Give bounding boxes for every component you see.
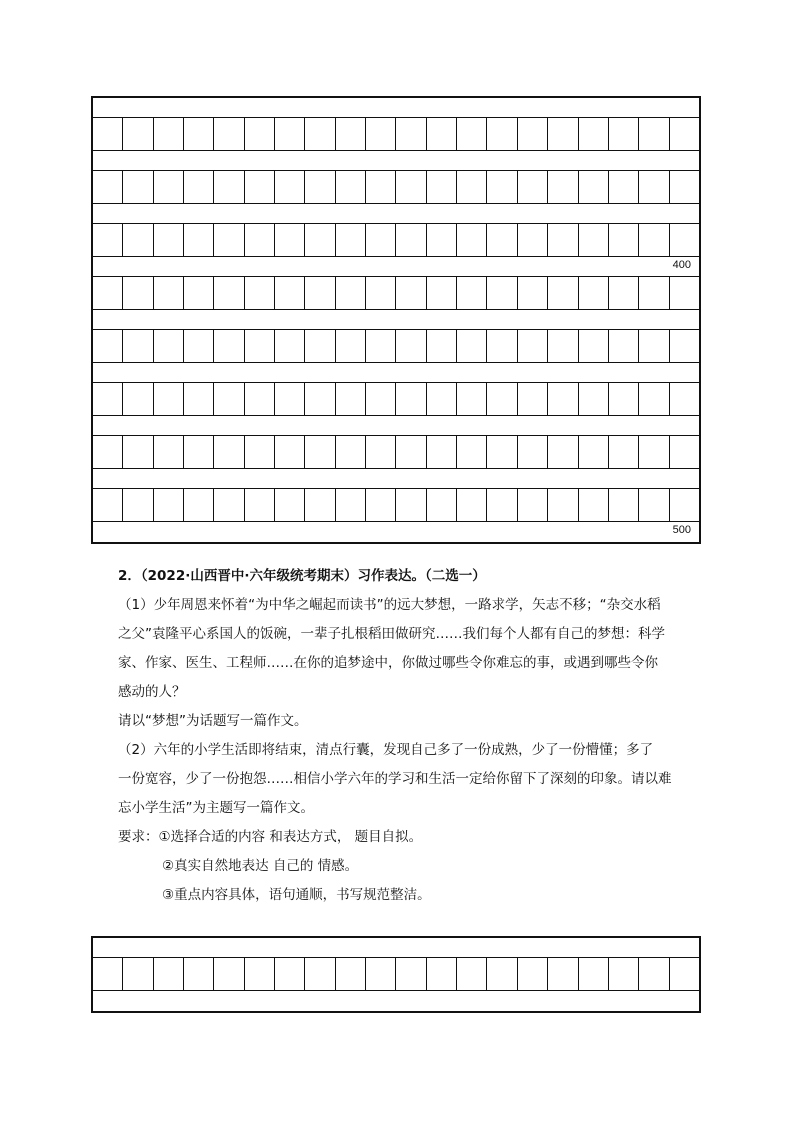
grid-cell[interactable] <box>305 118 335 150</box>
requirement-line <box>118 823 718 852</box>
grid-cell[interactable] <box>366 118 396 150</box>
grid-cell[interactable] <box>457 436 487 468</box>
grid-cell[interactable] <box>93 118 123 150</box>
grid-cell[interactable] <box>427 171 457 203</box>
grid-cell[interactable] <box>184 330 214 362</box>
row-gap <box>93 310 699 330</box>
requirement-item: ①选择合适的内容 和表达方式， 题目自拟。 <box>158 829 423 845</box>
grid-cell[interactable] <box>396 330 426 362</box>
grid-cell[interactable] <box>487 383 517 415</box>
grid-cell[interactable] <box>366 330 396 362</box>
grid-cell[interactable] <box>336 277 366 309</box>
grid-row <box>93 958 699 991</box>
grid-cell[interactable] <box>609 118 639 150</box>
grid-cell[interactable] <box>639 118 669 150</box>
grid-cell[interactable] <box>518 118 548 150</box>
grid-cell[interactable] <box>366 224 396 256</box>
grid-cell[interactable] <box>245 277 275 309</box>
grid-cell[interactable] <box>214 958 244 990</box>
grid-cell[interactable] <box>487 330 517 362</box>
grid-cell[interactable] <box>487 171 517 203</box>
grid-cell[interactable] <box>336 958 366 990</box>
grid-cell[interactable] <box>609 330 639 362</box>
grid-cell[interactable] <box>214 383 244 415</box>
grid-cell[interactable] <box>154 489 184 521</box>
grid-cell[interactable] <box>639 330 669 362</box>
grid-cell[interactable] <box>214 436 244 468</box>
grid-cell[interactable] <box>457 277 487 309</box>
grid-cell[interactable] <box>184 277 214 309</box>
grid-row <box>93 436 699 469</box>
grid-cell[interactable] <box>457 383 487 415</box>
grid-cell[interactable] <box>396 436 426 468</box>
grid-cell[interactable] <box>184 436 214 468</box>
grid-cell[interactable] <box>609 224 639 256</box>
grid-cell[interactable] <box>245 330 275 362</box>
grid-cell[interactable] <box>275 277 305 309</box>
grid-cell[interactable] <box>214 489 244 521</box>
grid-cell[interactable] <box>214 330 244 362</box>
grid-cell[interactable] <box>518 383 548 415</box>
grid-row <box>93 171 699 204</box>
grid-cell[interactable] <box>518 436 548 468</box>
grid-cell[interactable] <box>305 383 335 415</box>
grid-cell[interactable] <box>396 118 426 150</box>
grid-cell[interactable] <box>245 489 275 521</box>
grid-cell[interactable] <box>305 489 335 521</box>
grid-cell[interactable] <box>518 330 548 362</box>
grid-cell[interactable] <box>275 436 305 468</box>
grid-cell[interactable] <box>305 171 335 203</box>
grid-cell[interactable] <box>366 436 396 468</box>
grid-cell[interactable] <box>457 171 487 203</box>
grid-cell[interactable] <box>457 330 487 362</box>
grid-cell[interactable] <box>305 224 335 256</box>
grid-cell[interactable] <box>245 224 275 256</box>
grid-cell[interactable] <box>427 118 457 150</box>
grid-cell[interactable] <box>275 171 305 203</box>
grid-cell[interactable] <box>609 436 639 468</box>
grid-cell[interactable] <box>123 171 153 203</box>
grid-cell[interactable] <box>93 436 123 468</box>
grid-cell[interactable] <box>548 277 578 309</box>
row-gap <box>93 469 699 489</box>
grid-cell[interactable] <box>427 489 457 521</box>
grid-cell[interactable] <box>245 436 275 468</box>
grid-cell[interactable] <box>548 383 578 415</box>
question-line: 家、作家、医生、工程师……在你的追梦途中，你做过哪些令你难忘的事，或遇到哪些令你 <box>118 655 658 671</box>
question-line: 请以“梦想”为话题写一篇作文。 <box>118 713 308 729</box>
grid-cell[interactable] <box>639 171 669 203</box>
grid-cell[interactable] <box>487 958 517 990</box>
grid-cell[interactable] <box>579 383 609 415</box>
grid-cell[interactable] <box>154 436 184 468</box>
grid-cell[interactable] <box>154 330 184 362</box>
grid-cell[interactable] <box>396 224 426 256</box>
grid-cell[interactable] <box>275 118 305 150</box>
grid-cell[interactable] <box>305 330 335 362</box>
grid-cell[interactable] <box>123 224 153 256</box>
grid-cell[interactable] <box>275 383 305 415</box>
grid-cell[interactable] <box>275 330 305 362</box>
grid-cell[interactable] <box>336 489 366 521</box>
grid-cell[interactable] <box>609 383 639 415</box>
grid-cell[interactable] <box>548 224 578 256</box>
grid-cell[interactable] <box>336 330 366 362</box>
grid-cell[interactable] <box>93 489 123 521</box>
grid-row <box>93 330 699 363</box>
grid-cell[interactable] <box>548 118 578 150</box>
grid-cell[interactable] <box>336 171 366 203</box>
grid-cell[interactable] <box>305 958 335 990</box>
row-gap <box>93 416 699 436</box>
writing-grid-top <box>91 96 701 544</box>
question-line: 之父”袁隆平心系国人的饭碗，一辈子扎根稻田做研究……我们每个人都有自己的梦想：科学 <box>118 626 665 642</box>
grid-cell[interactable] <box>305 277 335 309</box>
grid-cell[interactable] <box>93 383 123 415</box>
grid-cell[interactable] <box>154 383 184 415</box>
grid-cell[interactable] <box>427 958 457 990</box>
grid-cell[interactable] <box>396 277 426 309</box>
word-count-marker: 500 <box>672 524 691 536</box>
grid-row <box>93 118 699 151</box>
grid-cell[interactable] <box>245 958 275 990</box>
grid-cell[interactable] <box>396 958 426 990</box>
grid-cell[interactable] <box>518 277 548 309</box>
grid-cell[interactable] <box>93 171 123 203</box>
row-gap <box>93 151 699 171</box>
grid-cell[interactable] <box>123 118 153 150</box>
grid-cell[interactable] <box>396 171 426 203</box>
grid-row <box>93 383 699 416</box>
grid-cell[interactable] <box>396 383 426 415</box>
grid-cell[interactable] <box>123 489 153 521</box>
grid-cell[interactable] <box>184 383 214 415</box>
grid-cell[interactable] <box>123 383 153 415</box>
requirement-item: ③重点内容具体，语句通顺，书写规范整洁。 <box>162 887 431 903</box>
grid-cell[interactable] <box>579 489 609 521</box>
grid-cell[interactable] <box>548 171 578 203</box>
grid-cell[interactable] <box>639 383 669 415</box>
grid-cell[interactable] <box>214 277 244 309</box>
grid-cell[interactable] <box>670 224 699 256</box>
grid-cell[interactable] <box>427 224 457 256</box>
grid-cell[interactable] <box>427 330 457 362</box>
requirements-label: 要求： <box>118 829 159 845</box>
grid-cell[interactable] <box>154 224 184 256</box>
grid-cell[interactable] <box>518 489 548 521</box>
grid-cell[interactable] <box>609 171 639 203</box>
question-line: （1）少年周恩来怀着“为中华之崛起而读书”的远大梦想，一路求学，矢志不移；“杂交水稻 <box>118 597 661 613</box>
grid-cell[interactable] <box>123 277 153 309</box>
grid-cell[interactable] <box>93 958 123 990</box>
grid-cell[interactable] <box>93 224 123 256</box>
grid-cell[interactable] <box>639 958 669 990</box>
grid-cell[interactable] <box>336 118 366 150</box>
grid-cell[interactable] <box>609 277 639 309</box>
grid-cell[interactable] <box>214 118 244 150</box>
grid-cell[interactable] <box>245 118 275 150</box>
grid-cell[interactable] <box>579 958 609 990</box>
grid-cell[interactable] <box>579 277 609 309</box>
grid-cell[interactable] <box>670 489 699 521</box>
grid-cell[interactable] <box>275 489 305 521</box>
grid-cell[interactable] <box>154 958 184 990</box>
grid-cell[interactable] <box>154 171 184 203</box>
grid-cell[interactable] <box>487 436 517 468</box>
row-gap <box>93 991 699 1011</box>
row-gap <box>93 522 699 542</box>
grid-cell[interactable] <box>518 958 548 990</box>
grid-cell[interactable] <box>548 436 578 468</box>
question-title: 2．（2022·山西晋中·六年级统考期末）习作表达。（二选一） <box>118 568 486 584</box>
grid-cell[interactable] <box>214 171 244 203</box>
grid-cell[interactable] <box>396 489 426 521</box>
question-line: （2）六年的小学生活即将结束，清点行囊，发现自己多了一份成熟，少了一份懵懂；多了 <box>118 742 654 758</box>
question-line: 感动的人？ <box>118 684 186 700</box>
grid-cell[interactable] <box>487 224 517 256</box>
grid-cell[interactable] <box>670 118 699 150</box>
grid-cell[interactable] <box>366 171 396 203</box>
grid-cell[interactable] <box>123 958 153 990</box>
grid-cell[interactable] <box>457 224 487 256</box>
grid-cell[interactable] <box>366 383 396 415</box>
grid-cell[interactable] <box>275 958 305 990</box>
grid-cell[interactable] <box>184 224 214 256</box>
question-line: 忘小学生活”为主题写一篇作文。 <box>118 800 314 816</box>
grid-cell[interactable] <box>366 958 396 990</box>
grid-cell[interactable] <box>457 958 487 990</box>
grid-cell[interactable] <box>184 118 214 150</box>
grid-cell[interactable] <box>670 330 699 362</box>
grid-cell[interactable] <box>487 118 517 150</box>
grid-cell[interactable] <box>457 489 487 521</box>
grid-row <box>93 224 699 257</box>
grid-cell[interactable] <box>154 277 184 309</box>
grid-cell[interactable] <box>670 277 699 309</box>
grid-cell[interactable] <box>609 489 639 521</box>
grid-cell[interactable] <box>154 118 184 150</box>
grid-cell[interactable] <box>518 171 548 203</box>
grid-cell[interactable] <box>457 118 487 150</box>
grid-cell[interactable] <box>427 277 457 309</box>
grid-cell[interactable] <box>579 118 609 150</box>
grid-cell[interactable] <box>275 224 305 256</box>
grid-cell[interactable] <box>579 436 609 468</box>
row-gap <box>93 204 699 224</box>
grid-cell[interactable] <box>123 330 153 362</box>
grid-cell[interactable] <box>336 224 366 256</box>
grid-row <box>93 277 699 310</box>
grid-cell[interactable] <box>184 171 214 203</box>
grid-cell[interactable] <box>214 224 244 256</box>
row-gap <box>93 98 699 118</box>
grid-cell[interactable] <box>639 224 669 256</box>
grid-cell[interactable] <box>548 330 578 362</box>
grid-cell[interactable] <box>184 958 214 990</box>
grid-row <box>93 489 699 522</box>
row-gap <box>93 257 699 277</box>
grid-cell[interactable] <box>579 330 609 362</box>
grid-cell[interactable] <box>579 224 609 256</box>
grid-cell[interactable] <box>305 436 335 468</box>
requirement-item: ②真实自然地表达 自己的 情感。 <box>162 858 359 874</box>
grid-cell[interactable] <box>487 277 517 309</box>
grid-cell[interactable] <box>245 171 275 203</box>
grid-cell[interactable] <box>639 489 669 521</box>
row-gap <box>93 938 699 958</box>
grid-cell[interactable] <box>123 436 153 468</box>
grid-cell[interactable] <box>366 277 396 309</box>
word-count-marker: 400 <box>672 259 691 271</box>
grid-cell[interactable] <box>336 436 366 468</box>
grid-cell[interactable] <box>518 224 548 256</box>
grid-cell[interactable] <box>184 489 214 521</box>
grid-cell[interactable] <box>93 277 123 309</box>
grid-cell[interactable] <box>336 383 366 415</box>
grid-cell[interactable] <box>93 330 123 362</box>
question-line: 一份宽容，少了一份抱怨……相信小学六年的学习和生活一定给你留下了深刻的印象。请以难 <box>118 771 672 787</box>
grid-cell[interactable] <box>670 958 699 990</box>
grid-cell[interactable] <box>639 436 669 468</box>
grid-cell[interactable] <box>670 436 699 468</box>
grid-cell[interactable] <box>670 171 699 203</box>
grid-cell[interactable] <box>487 489 517 521</box>
row-gap <box>93 363 699 383</box>
grid-cell[interactable] <box>548 489 578 521</box>
grid-cell[interactable] <box>245 383 275 415</box>
grid-cell[interactable] <box>609 958 639 990</box>
grid-cell[interactable] <box>427 383 457 415</box>
grid-cell[interactable] <box>366 489 396 521</box>
writing-grid-bottom <box>91 936 701 1013</box>
grid-cell[interactable] <box>579 171 609 203</box>
question-block <box>118 562 718 910</box>
grid-cell[interactable] <box>427 436 457 468</box>
grid-cell[interactable] <box>548 958 578 990</box>
grid-cell[interactable] <box>670 383 699 415</box>
grid-cell[interactable] <box>639 277 669 309</box>
